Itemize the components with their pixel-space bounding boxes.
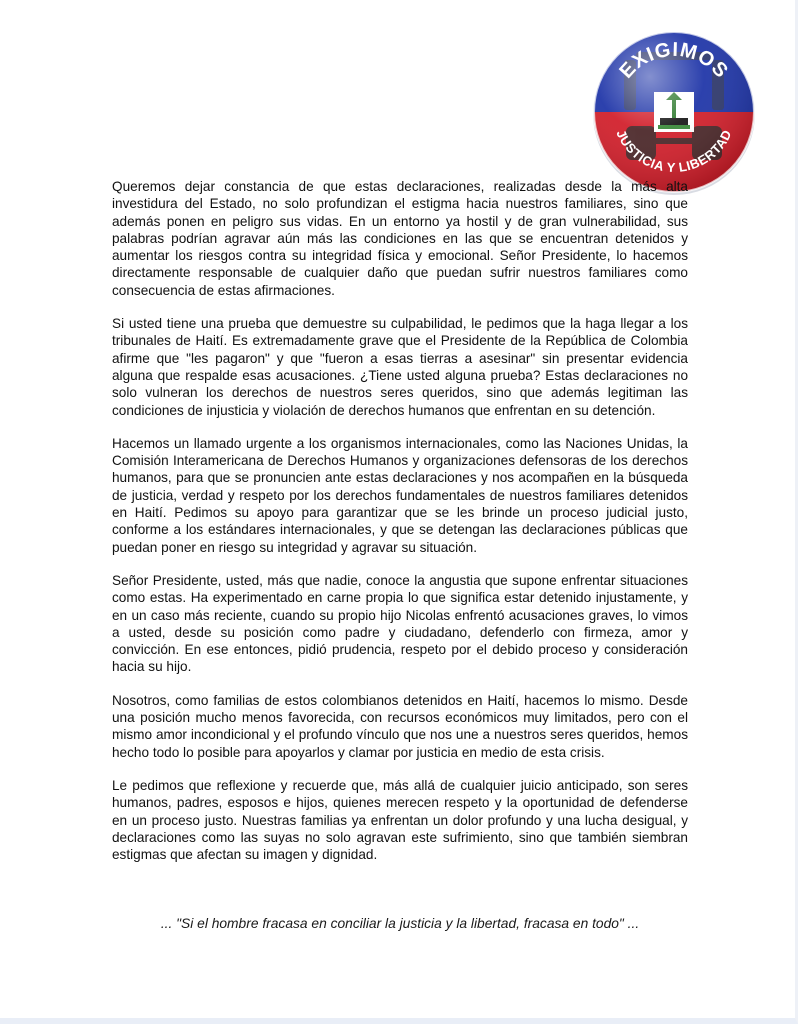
closing-quote: ... "Si el hombre fracasa en conciliar la justicia y la libertad, fracasa en todo" ... xyxy=(160,916,640,931)
paragraph: Señor Presidente, usted, más que nadie, conoce la angustia que supone enfrentar situaciones como estas. Ha experimentado en carne propia lo que significa estar detenido injustamente, y en un caso más reciente, cuando su propio hijo Nicolas enfrentó acusaciones graves, lo vimos a usted, desde su posición como padre y ciudadano, defenderlo con firmeza, amor y convicción. En ese entonces, pidió prudencia, respeto por el debido proceso y consideración hacia su hijo. xyxy=(112,572,688,675)
paragraph: Nosotros, como familias de estos colombianos detenidos en Haití, hacemos lo mismo. Desde una posición mucho menos favorecida, con recursos económicos muy limitados, pero con el mismo amor incondicional y el profundo vínculo que nos une a nuestros seres queridos, hemos hecho todo lo posible para apoyarlos y clamar por justicia en medio de esta crisis. xyxy=(112,692,688,760)
paragraph: Le pedimos que reflexione y recuerde que, más allá de cualquier juicio anticipado, son seres humanos, padres, esposos e hijos, quienes merecen respeto y la oportunidad de defenderse en un proceso justo. Nuestras familias ya enfrentan un dolor profundo y una lucha desigual, y declaraciones como las suyas no solo agravan este sufrimiento, sino que también siembran estigmas que afectan su imagen y dignidad. xyxy=(112,777,688,863)
logo-bottom-text: JUSTICIA Y LIBERTAD xyxy=(613,127,735,176)
exigimos-logo xyxy=(588,26,760,198)
paragraph: Queremos dejar constancia de que estas declaraciones, realizadas desde la más alta investidura del Estado, no solo profundizan el estigma hacia nuestros familiares, sino que además ponen en peligro sus vidas. En un entorno ya hostil y de gran vulnerabilidad, sus palabras podrían agravar aún más las condiciones en las que se encuentran detenidos y aumentar los riesgos contra su integridad física y emocional. Señor Presidente, lo hacemos directamente responsable de cualquier daño que puedan sufrir nuestros familiares como consecuencia de estas afirmaciones. xyxy=(112,179,688,298)
letter-body xyxy=(112,178,688,879)
logo-top-text: EXIGIMOS xyxy=(615,38,733,83)
paragraph: Hacemos un llamado urgente a los organismos internacionales, como las Naciones Unidas, la Comisión Interamericana de Derechos Humanos y organizaciones defensoras de los derechos humanos, para que se pronuncien ante estas declaraciones y nos acompañen en la búsqueda de justicia, verdad y respeto por los derechos fundamentales de nuestros familiares detenidos en Haití. Pedimos su apoyo para garantizar que se les brinde un proceso judicial justo, conforme a los estándares internacionales, y que se detengan las declaraciones públicas que puedan poner en riesgo su integridad y agravar su situación. xyxy=(112,435,688,555)
paragraph: Si usted tiene una prueba que demuestre su culpabilidad, le pedimos que la haga llegar a los tribunales de Haití. Es extremadamente grave que el Presidente de la República de Colombia afirme que "les pagaron" y que "fueron a esas tierras a asesinar" sin presentar evidencia alguna que respalde esas acusaciones. ¿Tiene usted alguna prueba? Estas declaraciones no solo vulneran los derechos de nuestros seres queridos, sino que además legitiman las condiciones de injusticia y violación de derechos humanos que enfrentan en su detención. xyxy=(112,316,688,418)
